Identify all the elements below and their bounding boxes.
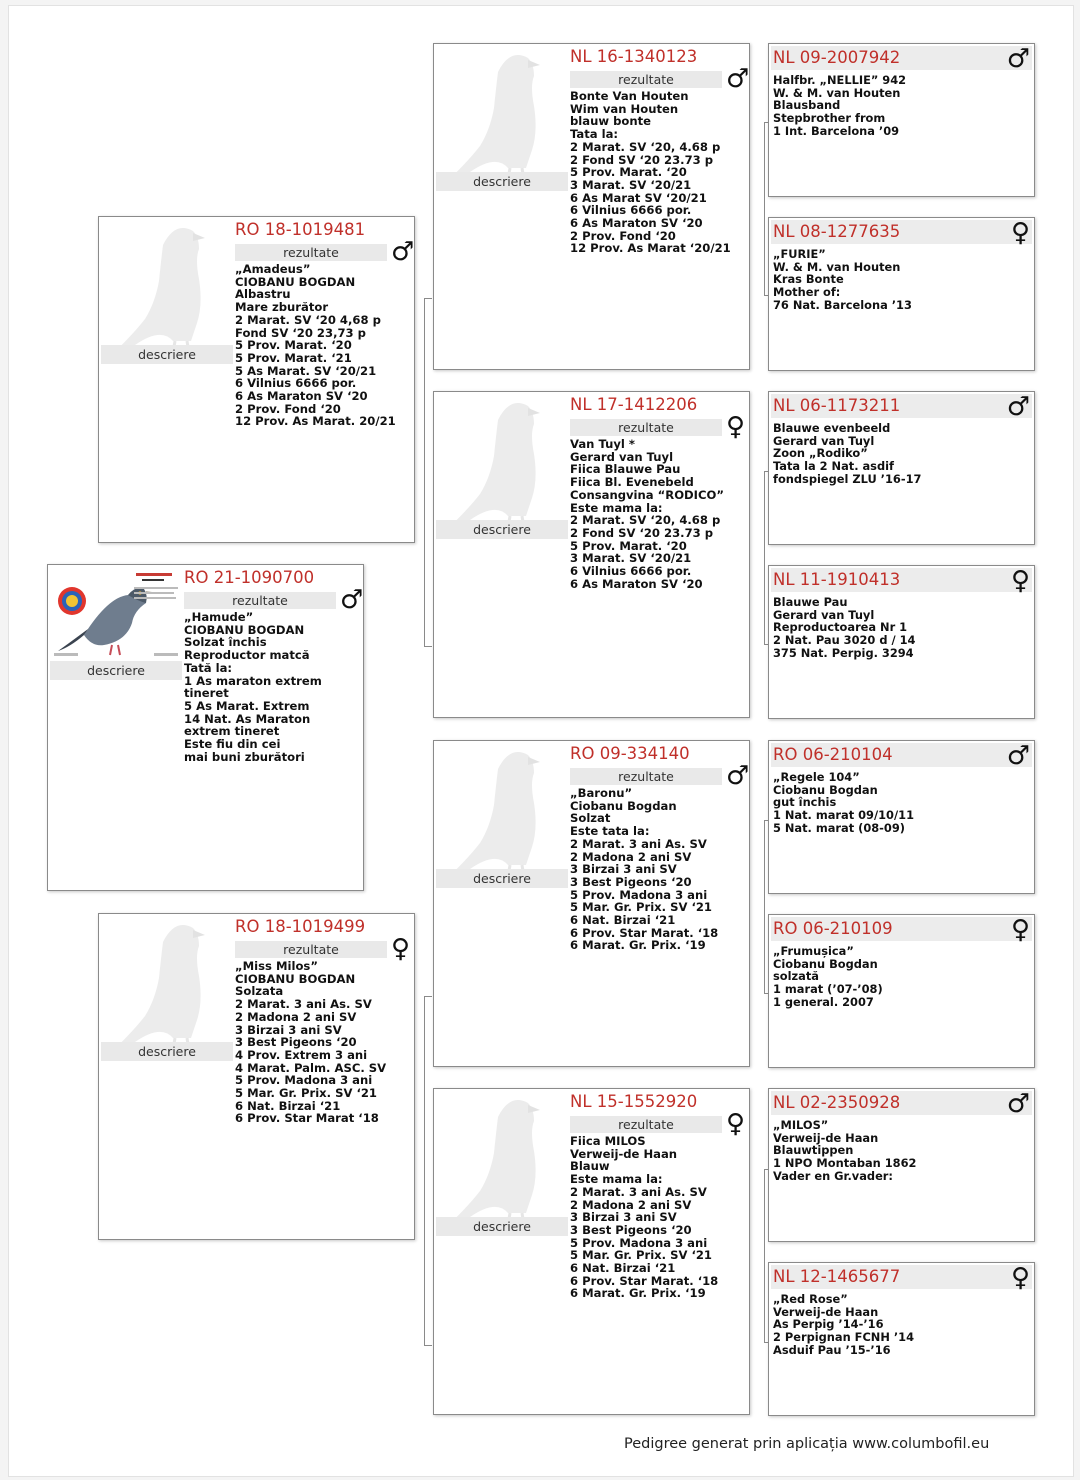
pigeon-details: „Amadeus” CIOBANU BOGDAN Albastru Mare zburător 2 Marat. SV ‘20 4,68 p Fond SV ‘20 23,73 p 5 Prov. Marat. ‘20 5 Prov. Marat. ‘21 5 As Marat. SV ‘20/21 6 Vilnius 6666 por. 6 As Maraton SV ‘20 2 Prov. Fond ‘20 12 Prov. As Marat. 20/21 — [235, 262, 396, 429]
female-symbol-icon: ♀ — [391, 934, 411, 964]
ring-number: RO 18-1019481 — [235, 220, 366, 239]
maternal-grandmother-card — [433, 1088, 750, 1415]
ring-number: RO 18-1019499 — [235, 917, 366, 936]
great-grandparent-card-7 — [768, 1088, 1035, 1242]
ring-number: RO 06-210109 — [773, 919, 893, 938]
father-card — [98, 216, 415, 543]
ring-number: NL 12-1465677 — [773, 1267, 901, 1286]
ring-number: NL 11-1910413 — [773, 570, 901, 589]
paternal-grandfather-card — [433, 43, 750, 370]
great-grandparent-card-6 — [768, 914, 1035, 1068]
great-grandparent-card-3 — [768, 391, 1035, 545]
great-grandparent-card-2 — [768, 217, 1035, 371]
rezultate-button[interactable]: rezultate — [184, 592, 336, 609]
pigeon-details: Bonte Van Houten Wim van Houten blauw bonte Tata la: 2 Marat. SV ‘20, 4.68 p 2 Fond SV ‘20 23.73 p 5 Prov. Marat. ‘20 3 Marat. SV ‘20/21 6 As Marat SV ‘20/21 6 Vilnius 6666 por. 6 As Maraton SV ‘20 2 Prov. Fond ‘20 12 Prov. As Marat ‘20/21 — [570, 89, 731, 256]
ring-number: NL 08-1277635 — [773, 222, 901, 241]
female-symbol-icon: ♀ — [1010, 566, 1030, 596]
ring-number: NL 09-2007942 — [773, 48, 901, 67]
pigeon-details: „MILOS” Verweij-de Haan Blauwtippen 1 NPO Montaban 1862 Vader en Gr.vader: — [773, 1118, 917, 1183]
female-symbol-icon: ♀ — [1010, 1263, 1030, 1293]
pigeon-details: Van Tuyl * Gerard van Tuyl Fiica Blauwe Pau Fiica Bl. Evenebeld Consangvina “RODICO” Este mama la: 2 Marat. SV ‘20, 4.68 p 2 Fond SV ‘20 23.73 p 5 Prov. Marat. ‘20 3 Marat. SV ‘20/21 6 Vilnius 6666 por. 6 As Maraton SV ‘20 — [570, 437, 724, 591]
female-symbol-icon: ♀ — [726, 412, 746, 442]
pigeon-details: „Frumușica” Ciobanu Bogdan solzată 1 marat (’07-’08) 1 general. 2007 — [773, 944, 883, 1009]
rezultate-button[interactable]: rezultate — [235, 941, 387, 958]
male-symbol-icon: ♂ — [1006, 741, 1030, 771]
male-symbol-icon: ♂ — [1006, 1089, 1030, 1119]
descriere-button[interactable]: descriere — [436, 520, 568, 539]
connector-father — [424, 298, 432, 647]
ring-number: NL 02-2350928 — [773, 1093, 901, 1112]
male-symbol-icon: ♂ — [726, 64, 750, 94]
great-grandparent-card-4 — [768, 565, 1035, 719]
subject-card — [47, 564, 364, 891]
ring-number: NL 17-1412206 — [570, 395, 698, 414]
rezultate-button[interactable]: rezultate — [570, 768, 722, 785]
ring-number: NL 06-1173211 — [773, 396, 901, 415]
ring-number: RO 09-334140 — [570, 744, 690, 763]
ring-number: RO 21-1090700 — [184, 568, 315, 587]
pigeon-details: Halfbr. „NELLIE” 942 W. & M. van Houten Blausband Stepbrother from 1 Int. Barcelona ’09 — [773, 73, 907, 138]
rezultate-button[interactable]: rezultate — [570, 71, 722, 88]
male-symbol-icon: ♂ — [1006, 392, 1030, 422]
descriere-button[interactable]: descriere — [50, 661, 182, 680]
maternal-grandfather-card — [433, 740, 750, 1067]
male-symbol-icon: ♂ — [340, 585, 364, 615]
rezultate-button[interactable]: rezultate — [570, 1116, 722, 1133]
pigeon-details: „FURIE” W. & M. van Houten Kras Bonte Mother of: 76 Nat. Barcelona ’13 — [773, 247, 912, 312]
pigeon-details: „Baronu” Ciobanu Bogdan Solzat Este tata la: 2 Marat. 3 ani As. SV 2 Madona 2 ani SV 3 Birzai 3 ani SV 3 Best Pigeons ‘20 5 Prov. Madona 3 ani 5 Mar. Gr. Prix. SV ‘21 6 Nat. Birzai ‘21 6 Prov. Star Marat. ‘18 6 Marat. Gr. Prix. ‘19 — [570, 786, 719, 953]
great-grandparent-card-1 — [768, 43, 1035, 197]
descriere-button[interactable]: descriere — [436, 1217, 568, 1236]
great-grandparent-card-5 — [768, 740, 1035, 894]
pigeon-details: Fiica MILOS Verweij-de Haan Blauw Este mama la: 2 Marat. 3 ani As. SV 2 Madona 2 ani SV 3 Birzai 3 ani SV 3 Best Pigeons ‘20 5 Prov. Madona 3 ani 5 Mar. Gr. Prix. SV ‘21 6 Nat. Birzai ‘21 6 Prov. Star Marat. ‘18 6 Marat. Gr. Prix. ‘19 — [570, 1134, 719, 1301]
pigeon-photo[interactable] — [50, 567, 182, 663]
pigeon-details: „Red Rose” Verweij-de Haan As Perpig ’14-’16 2 Perpignan FCNH ’14 Asduif Pau ’15-’16 — [773, 1292, 915, 1357]
pigeon-details: Blauwe evenbeeld Gerard van Tuyl Zoon „Rodiko” Tata la 2 Nat. asdif fondspiegel ZLU ’16-17 — [773, 421, 922, 486]
male-symbol-icon: ♂ — [1006, 44, 1030, 74]
footer-credit: Pedigree generat prin aplicația www.columbofil.eu — [624, 1436, 990, 1452]
male-symbol-icon: ♂ — [726, 761, 750, 791]
ring-number: NL 16-1340123 — [570, 47, 698, 66]
pigeon-details: „Miss Milos” CIOBANU BOGDAN Solzata 2 Marat. 3 ani As. SV 2 Madona 2 ani SV 3 Birzai 3 ani SV 3 Best Pigeons ‘20 4 Prov. Extrem 3 ani 4 Marat. Palm. ASC. SV 5 Prov. Madona 3 ani 5 Mar. Gr. Prix. SV ‘21 6 Nat. Birzai ‘21 6 Prov. Star Marat ‘18 — [235, 959, 387, 1126]
mother-card — [98, 913, 415, 1240]
great-grandparent-card-8 — [768, 1262, 1035, 1416]
pigeon-details: Blauwe Pau Gerard van Tuyl Reproductoarea Nr 1 2 Nat. Pau 3020 d / 14 375 Nat. Perpig. 3294 — [773, 595, 916, 660]
pigeon-details: „Hamude” CIOBANU BOGDAN Solzat închis Reproductor matcă Tată la: 1 As maraton extrem tineret 5 As Marat. Extrem 14 Nat. As Maraton extrem tineret Este fiu din cei mai buni zburători — [184, 610, 322, 764]
descriere-button[interactable]: descriere — [101, 1042, 233, 1061]
connector-mother — [424, 996, 432, 1346]
paternal-grandmother-card — [433, 391, 750, 718]
ring-number: RO 06-210104 — [773, 745, 893, 764]
descriere-button[interactable]: descriere — [101, 345, 233, 364]
descriere-button[interactable]: descriere — [436, 869, 568, 888]
rezultate-button[interactable]: rezultate — [235, 244, 387, 261]
female-symbol-icon: ♀ — [1010, 915, 1030, 945]
pigeon-details: „Regele 104” Ciobanu Bogdan gut închis 1 Nat. marat 09/10/11 5 Nat. marat (08-09) — [773, 770, 914, 835]
descriere-button[interactable]: descriere — [436, 172, 568, 191]
female-symbol-icon: ♀ — [1010, 218, 1030, 248]
male-symbol-icon: ♂ — [391, 237, 415, 267]
ring-number: NL 15-1552920 — [570, 1092, 698, 1111]
rezultate-button[interactable]: rezultate — [570, 419, 722, 436]
female-symbol-icon: ♀ — [726, 1109, 746, 1139]
